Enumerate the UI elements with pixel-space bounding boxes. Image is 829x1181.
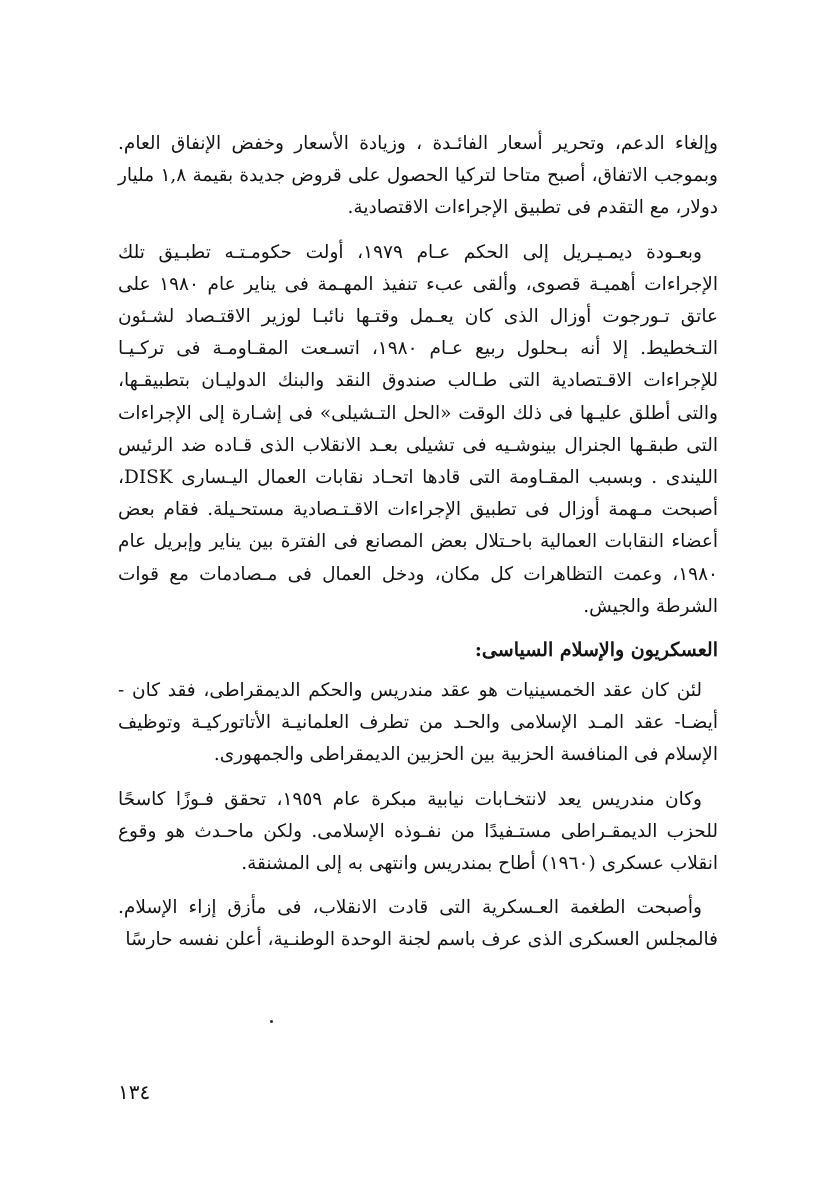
paragraph-military-junta: وأصبحت الطغمة العـسكرية التى قادت الانقلاب، فى مأزق إزاء الإسلام. فالمجلس العسكرى الذى عرف باسم لجنة الوحدة الوطنـية، أعلن نفسه حارسًا <box>118 897 718 951</box>
paragraph-demirel-ozal: وبعـودة ديمـيـريل إلى الحكم عـام ١٩٧٩، أولت حكومـتـه تطبـيق تلك الإجراءات أهميـة قصوى، وألقى عبء تنفيذ المهـمة فى يناير عام ١٩٨٠ على عاتق تـورجوت أوزال الذى كان يعـمل وقتـها نائبـا لوزير الاقتـصاد لشـئون التـخطيط. إلا أنه بـحلول ربيع عـام ١٩٨٠، اتسـعت المقـاومـة فى تركـيـا للإجراءات الاقـتصادية التى طـالب صندوق النقد والبنك الدوليـان بتطبيقـها، والتى أطلق عليـها فى ذلك الوقت «الحل التـشيلى» فى إشـارة إلى الإجراءات التى طبقـها الجنرال بينوشـيه فى تشيلى بعـد الانقلاب الذى قـاده ضد الرئيس الليندى . وبسبب المقـاومة التى قادها اتحـاد نقابات العمال اليـسارى DISK، أصبحت مـهمة أوزال فى تطبيق الإجراءات الاقـتـصادية مستحـيلة. فقام بعض أعضاء النقابات العمالية باحـتلال بعض المصانع فى الفترة بين يناير وإبريل عام ١٩٨٠، وعمت التظاهرات كل مكان، ودخل العمال فى مـصادمات مع قوات الشرطة والجيش. <box>118 241 718 617</box>
paragraph-menderes-elections: وكان مندريس يعد لانتخـابات نيابية مبكرة عام ١٩٥٩، تحقق فـوزًا كاسحًا للحزب الديمقـراطى مستـفيدًا من نفـوذه الإسلامى. ولكن ماحـدث هو وقوع انقلاب عسكرى (١٩٦٠) أطاح بمندريس وانتهى به إلى المشنقة. <box>118 788 718 875</box>
body-text <box>118 128 718 969</box>
paragraph-continuation: وإلغاء الدعم، وتحرير أسعار الفائـدة ، وزيادة الأسعار وخفض الإنفاق العام. وبموجب الاتفاق، أصبح متاحا لتركيا الحصول على قروض جديدة بقيمة ١,٨ مليار دولار، مع التقدم فى تطبيق الإجراءات الاقتصادية. <box>118 133 718 219</box>
section-heading: العسكريون والإسلام السياسى: <box>474 639 718 662</box>
paragraph-menderes-decade: لئن كان عقد الخمسينيات هو عقد مندريس والحكم الديمقراطى، فقد كان - أيضـا- عقد المـد الإسلامى والحـد من تطرف العلمانيـة الأتاتوركيـة وتوظيف الإسلام فى المنافسة الحزبية بين الحزبين الديمقراطى والجمهورى. <box>118 680 718 766</box>
print-speck <box>270 1020 273 1023</box>
page-number: ١٣٤ <box>118 1080 151 1104</box>
